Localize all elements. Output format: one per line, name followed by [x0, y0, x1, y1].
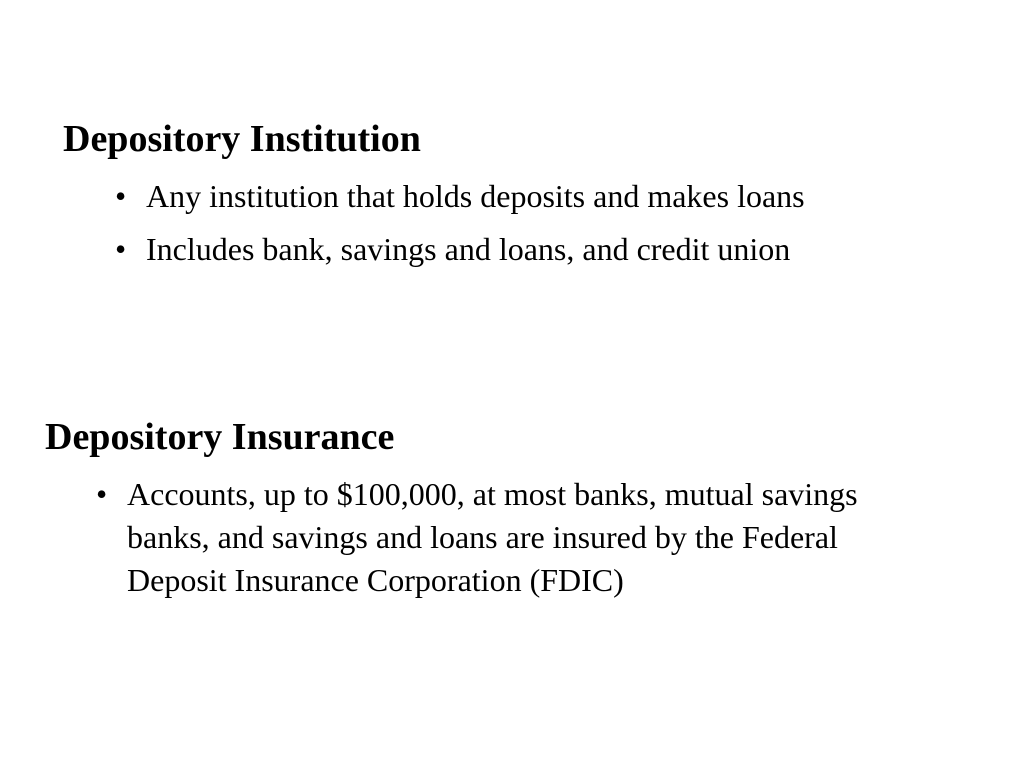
- bullet-glyph: •: [115, 178, 127, 214]
- bullet-item: [96, 473, 927, 602]
- bullet-glyph: •: [96, 476, 108, 512]
- bullet-text: Includes bank, savings and loans, and credit union: [146, 231, 791, 267]
- bullet-item: [115, 175, 906, 218]
- bullet-item: [115, 228, 906, 271]
- bullet-text: Accounts, up to $100,000, at most banks, mutual savings banks, and savings and loans are insured by the Federal Deposit Insurance Corporation (FDIC): [127, 476, 858, 598]
- bullet-text: Any institution that holds deposits and makes loans: [146, 178, 805, 214]
- bullet-list: [96, 473, 927, 602]
- section-depository-institution: [63, 117, 963, 271]
- section-title: Depository Institution: [63, 118, 421, 160]
- bullet-list: [115, 175, 906, 271]
- section-title: Depository Insurance: [45, 416, 395, 458]
- section-depository-insurance: [45, 415, 965, 602]
- bullet-glyph: •: [115, 231, 127, 267]
